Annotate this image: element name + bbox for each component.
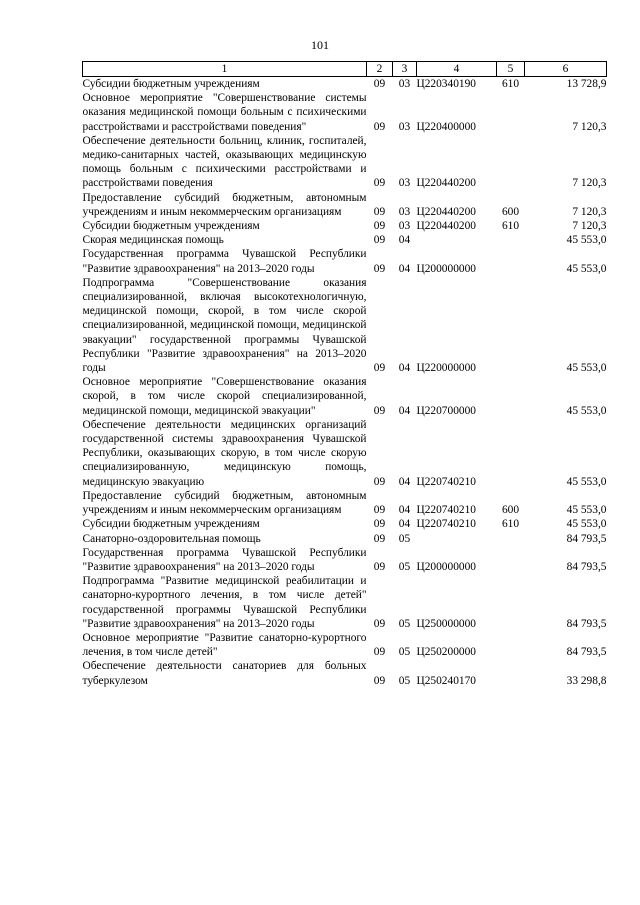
- section-code: 09: [373, 78, 386, 90]
- column-header-subsection: 3: [393, 62, 417, 77]
- subsection-code: 05: [398, 646, 411, 659]
- expense-type-code: [497, 546, 525, 574]
- table-row: [83, 418, 607, 489]
- item-name: Санаторно-оздоровительная помощь: [82, 532, 261, 545]
- target-article-code: [417, 233, 497, 247]
- subsection-code: 04: [398, 475, 411, 488]
- subsection-code: 04: [398, 518, 411, 531]
- column-header-name: 1: [83, 62, 367, 77]
- amount: 84 793,5: [566, 532, 607, 545]
- table-row: [83, 91, 607, 134]
- target-article-code: Ц220740210: [416, 504, 476, 517]
- table-row: [83, 659, 607, 687]
- section-code: 09: [373, 560, 386, 573]
- item-name: Предоставление субсидий бюджетным, автономным учреждениям и иным некоммерческим организациям: [82, 489, 367, 517]
- item-name: Предоставление субсидий бюджетным, автономным учреждениям и иным некоммерческим организациям: [82, 191, 367, 218]
- subsection-code: 03: [398, 78, 411, 90]
- table-row: [83, 489, 607, 517]
- expense-type-code: 600: [501, 504, 520, 517]
- amount: 84 793,5: [566, 646, 607, 659]
- item-name: Основное мероприятие "Совершенствование оказания скорой, в том числе скорой специализированной, медицинской помощи, медицинской эвакуации": [82, 376, 367, 417]
- expense-type-code: [497, 532, 525, 546]
- amount: 45 553,0: [566, 234, 607, 247]
- section-code: 09: [373, 532, 386, 545]
- item-name: Основное мероприятие "Развитие санаторно-курортного лечения, в том числе детей": [82, 631, 367, 659]
- table-row: [83, 532, 607, 546]
- subsection-code: 03: [398, 205, 411, 218]
- section-code: 09: [373, 404, 386, 417]
- item-name: Субсидии бюджетным учреждениям: [82, 78, 260, 90]
- section-code: 09: [373, 234, 386, 247]
- target-article-code: Ц250240170: [416, 674, 476, 687]
- target-article-code: Ц220440200: [416, 177, 476, 190]
- amount: 7 120,3: [572, 205, 607, 218]
- subsection-code: 05: [398, 674, 411, 687]
- target-article-code: [417, 532, 497, 546]
- expense-type-code: [497, 375, 525, 418]
- column-header-amount: 6: [525, 62, 607, 77]
- amount: 45 553,0: [566, 362, 607, 375]
- item-name: Субсидии бюджетным учреждениям: [82, 220, 260, 233]
- item-name: Обеспечение деятельности медицинских организаций государственной системы здравоохранения Чувашской Республики, оказывающих скорую, в том числе скорую специализированную, медицинскую помощь, медицинскую эвакуацию: [82, 418, 367, 488]
- item-name: Обеспечение деятельности больниц, клиник, госпиталей, медико-санитарных частей, оказывающих медицинскую помощь больным с психическими расстройствами и расстройствами поведения: [82, 134, 367, 190]
- item-name: Государственная программа Чувашской Республики "Развитие здравоохранения" на 2013–2020 годы: [82, 248, 367, 275]
- item-name: Обеспечение деятельности санаториев для больных туберкулезом: [82, 660, 367, 687]
- target-article-code: Ц200000000: [416, 262, 476, 275]
- item-name: Подпрограмма "Развитие медицинской реабилитации и санаторно-курортного лечения, в том числе детей" государственной программы Чувашской Республики "Развитие здравоохранения" на 2013–2020 годы: [82, 575, 367, 630]
- section-code: 09: [373, 120, 386, 133]
- expense-type-code: [497, 631, 525, 659]
- section-code: 09: [373, 617, 386, 630]
- target-article-code: Ц220440200: [416, 205, 476, 218]
- table-row: [83, 517, 607, 531]
- amount: 45 553,0: [566, 504, 607, 517]
- table-body: [83, 77, 607, 688]
- table-row: [83, 375, 607, 418]
- page-number: 101: [311, 38, 329, 52]
- target-article-code: Ц220340190: [416, 78, 476, 90]
- table-row: [83, 233, 607, 247]
- amount: 45 553,0: [566, 262, 607, 275]
- subsection-code: 04: [398, 262, 411, 275]
- target-article-code: Ц220740210: [416, 475, 476, 488]
- target-article-code: Ц220440200: [416, 220, 476, 233]
- section-code: 09: [373, 262, 386, 275]
- subsection-code: 03: [398, 177, 411, 190]
- expense-type-code: 610: [501, 78, 520, 90]
- amount: 7 120,3: [572, 220, 607, 233]
- table-row: [83, 134, 607, 191]
- expense-type-code: [497, 233, 525, 247]
- target-article-code: Ц220740210: [416, 518, 476, 531]
- item-name: Подпрограмма "Совершенствование оказания специализированной, включая высокотехнологичную, медицинской помощи, скорой, в том числе скорой специализированной, медицинской помощи, медицинской эвакуации" государственной программы Чувашской Республики "Развитие здравоохранения" на 2013–2020 годы: [82, 276, 367, 375]
- expense-type-code: [497, 418, 525, 489]
- section-code: 09: [373, 504, 386, 517]
- subsection-code: 03: [398, 120, 411, 133]
- column-header-expense-type: 5: [497, 62, 525, 77]
- item-name: Государственная программа Чувашской Республики "Развитие здравоохранения" на 2013–2020 годы: [82, 546, 367, 573]
- table-row: [83, 574, 607, 631]
- table-row: [83, 631, 607, 659]
- table-row: [83, 219, 607, 233]
- table-row: [83, 546, 607, 574]
- subsection-code: 05: [398, 532, 411, 545]
- expense-type-code: 610: [501, 518, 520, 531]
- item-name: Скорая медицинская помощь: [82, 234, 224, 247]
- section-code: 09: [373, 674, 386, 687]
- expense-type-code: [497, 247, 525, 275]
- column-header-target-code: 4: [417, 62, 497, 77]
- section-code: 09: [373, 220, 386, 233]
- amount: 45 553,0: [566, 475, 607, 488]
- expense-type-code: [497, 659, 525, 687]
- amount: 84 793,5: [566, 560, 607, 573]
- table-row: [83, 276, 607, 375]
- expense-type-code: [497, 574, 525, 631]
- amount: 33 298,8: [566, 674, 607, 687]
- expense-type-code: [497, 91, 525, 134]
- expense-type-code: 600: [501, 205, 520, 218]
- amount: 45 553,0: [566, 404, 607, 417]
- amount: 84 793,5: [566, 617, 607, 630]
- item-name: Основное мероприятие "Совершенствование системы оказания медицинской помощи больным с психическими расстройствами и расстройствами поведения": [82, 92, 367, 133]
- table-header-row: [83, 62, 607, 77]
- section-code: 09: [373, 362, 386, 375]
- subsection-code: 04: [398, 404, 411, 417]
- section-code: 09: [373, 205, 386, 218]
- subsection-code: 04: [398, 504, 411, 517]
- expense-type-code: [497, 276, 525, 375]
- amount: 45 553,0: [566, 518, 607, 531]
- expense-type-code: 610: [501, 220, 520, 233]
- subsection-code: 05: [398, 617, 411, 630]
- table-row: [83, 247, 607, 275]
- section-code: 09: [373, 475, 386, 488]
- amount: 7 120,3: [572, 177, 607, 190]
- subsection-code: 03: [398, 220, 411, 233]
- section-code: 09: [373, 646, 386, 659]
- target-article-code: Ц250200000: [416, 646, 476, 659]
- section-code: 09: [373, 177, 386, 190]
- target-article-code: Ц200000000: [416, 560, 476, 573]
- section-code: 09: [373, 518, 386, 531]
- subsection-code: 05: [398, 560, 411, 573]
- table-row: [83, 77, 607, 92]
- column-header-section: 2: [367, 62, 393, 77]
- budget-table: [82, 61, 607, 688]
- amount: 13 728,9: [566, 78, 607, 90]
- target-article-code: Ц220700000: [416, 404, 476, 417]
- subsection-code: 04: [398, 362, 411, 375]
- target-article-code: Ц250000000: [416, 617, 476, 630]
- expense-type-code: [497, 134, 525, 191]
- subsection-code: 04: [398, 234, 411, 247]
- item-name: Субсидии бюджетным учреждениям: [82, 518, 260, 531]
- target-article-code: Ц220000000: [416, 362, 476, 375]
- target-article-code: Ц220400000: [416, 120, 476, 133]
- amount: 7 120,3: [572, 120, 607, 133]
- table-row: [83, 191, 607, 219]
